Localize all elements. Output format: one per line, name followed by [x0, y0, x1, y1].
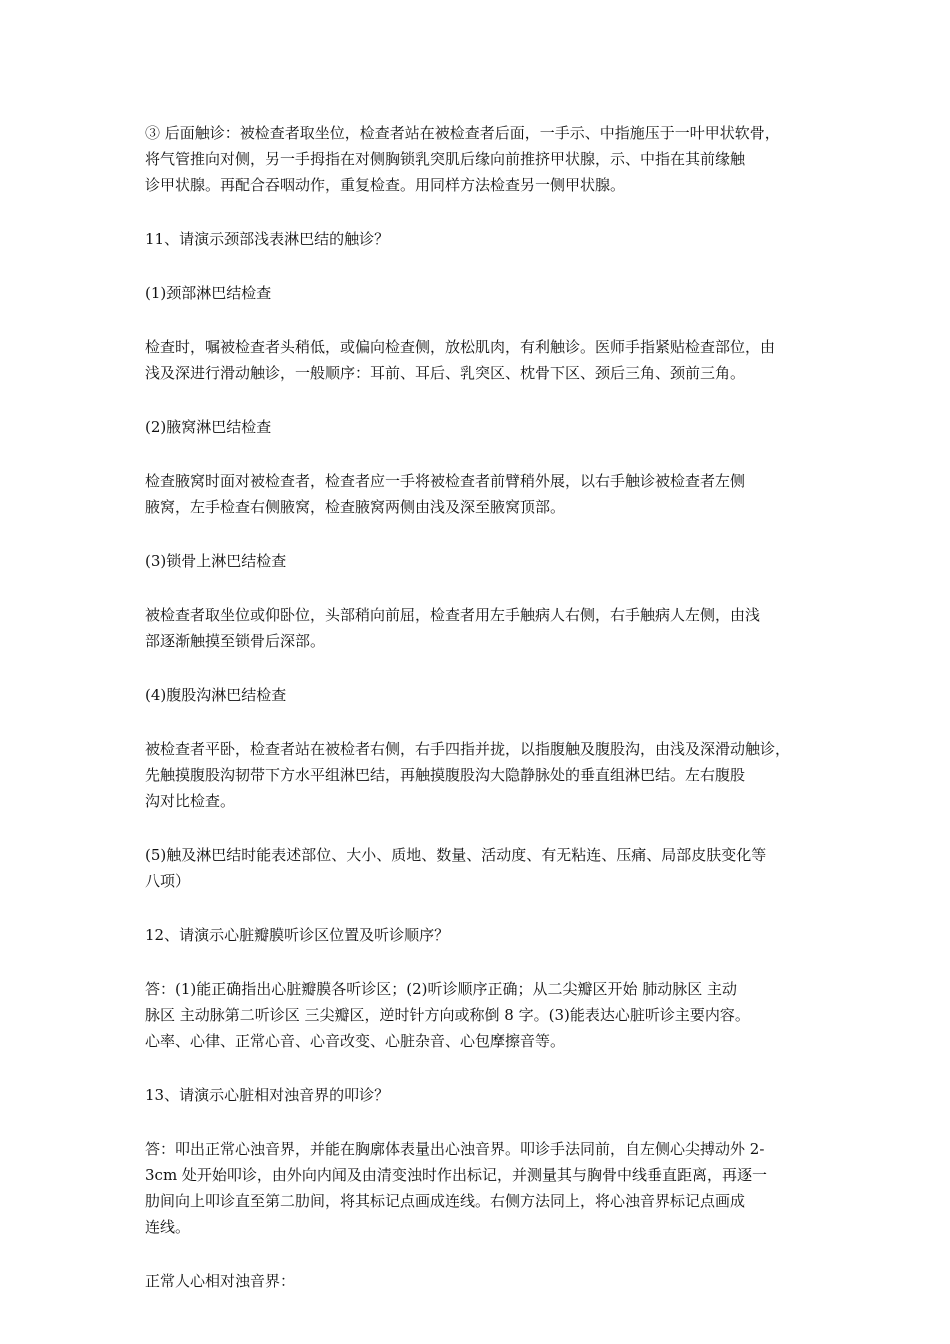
paragraph-cardiac-dullness-percussion: [145, 1136, 815, 1240]
document-page: [145, 120, 815, 1294]
text-line: 12、请演示心脏瓣膜听诊区位置及听诊顺序？: [145, 926, 450, 944]
paragraph-cervical-lymph: [145, 334, 815, 386]
paragraph-lymph-description-items: [145, 842, 815, 894]
text-line: 被检查者取坐位或仰卧位，头部稍向前屈，检查者用左手触病人右侧，右手触病人左侧，由浅: [145, 606, 761, 624]
text-line: 3cm 处开始叩诊，由外向内闻及由清变浊时作出标记，并测量其与胸骨中线垂直距离，再逐一: [145, 1166, 767, 1184]
subheading-supraclavicular-lymph: [145, 548, 815, 574]
text-line: 正常人心相对浊音界：: [145, 1272, 296, 1290]
text-line: (5)触及淋巴结时能表述部位、大小、质地、数量、活动度、有无粘连、压痛、局部皮肤变化等: [145, 846, 767, 864]
text-line: 脉区 主动脉第二听诊区 三尖瓣区，逆时针方向或称倒 8 字。(3)能表达心脏听诊主要内容。: [145, 1006, 750, 1024]
text-line: 检查时，嘱被检查者头稍低，或偏向检查侧，放松肌肉，有利触诊。医师手指紧贴检查部位，由: [145, 338, 776, 356]
text-line: 13、请演示心脏相对浊音界的叩诊？: [145, 1086, 390, 1104]
text-line: (2)腋窝淋巴结检查: [145, 418, 272, 436]
question-11-heading: [145, 226, 815, 252]
paragraph-thyroid-posterior-palpation: [145, 120, 815, 198]
text-line: 答：叩出正常心浊音界，并能在胸廓体表量出心浊音界。叩诊手法同前，自左侧心尖搏动外 2-: [145, 1140, 765, 1158]
text-line: 11、请演示颈部浅表淋巴结的触诊？: [145, 230, 390, 248]
question-12-heading: [145, 922, 815, 948]
text-line: ③ 后面触诊：被检查者取坐位，检查者站在被检查者后面，一手示、中指施压于一叶甲状软骨，: [145, 124, 780, 142]
text-line: 沟对比检查。: [145, 792, 236, 810]
subheading-cervical-lymph: [145, 280, 815, 306]
text-line: 连线。: [145, 1218, 191, 1236]
text-line: 心率、心律、正常心音、心音改变、心脏杂音、心包摩擦音等。: [145, 1032, 566, 1050]
text-line: 先触摸腹股沟韧带下方水平组淋巴结，再触摸腹股沟大隐静脉处的垂直组淋巴结。左右腹股: [145, 766, 746, 784]
text-line: 八项）: [145, 872, 191, 890]
text-line: (1)颈部淋巴结检查: [145, 284, 272, 302]
text-line: 被检查者平卧，检查者站在被检者右侧，右手四指并拢，以指腹触及腹股沟，由浅及深滑动触诊，: [145, 740, 791, 758]
text-line: 腋窝，左手检查右侧腋窝，检查腋窝两侧由浅及深至腋窝顶部。: [145, 498, 566, 516]
text-line: (3)锁骨上淋巴结检查: [145, 552, 287, 570]
subheading-inguinal-lymph: [145, 682, 815, 708]
paragraph-normal-relative-dullness-label: [145, 1268, 815, 1294]
paragraph-axillary-lymph: [145, 468, 815, 520]
subheading-axillary-lymph: [145, 414, 815, 440]
text-line: 肋间向上叩诊直至第二肋间，将其标记点画成连线。右侧方法同上，将心浊音界标记点画成: [145, 1192, 746, 1210]
question-13-heading: [145, 1082, 815, 1108]
text-line: 部逐渐触摸至锁骨后深部。: [145, 632, 326, 650]
paragraph-inguinal-lymph: [145, 736, 815, 814]
paragraph-supraclavicular-lymph: [145, 602, 815, 654]
text-line: 浅及深进行滑动触诊，一般顺序：耳前、耳后、乳突区、枕骨下区、颈后三角、颈前三角。: [145, 364, 746, 382]
text-line: 将气管推向对侧，另一手拇指在对侧胸锁乳突肌后缘向前推挤甲状腺，示、中指在其前缘触: [145, 150, 746, 168]
text-line: (4)腹股沟淋巴结检查: [145, 686, 287, 704]
text-line: 答：(1)能正确指出心脏瓣膜各听诊区；(2)听诊顺序正确；从二尖瓣区开始 肺动脉区 主动: [145, 980, 738, 998]
text-line: 检查腋窝时面对被检查者，检查者应一手将被检查者前臂稍外展，以右手触诊被检查者左侧: [145, 472, 746, 490]
paragraph-heart-valve-auscultation: [145, 976, 815, 1054]
text-line: 诊甲状腺。再配合吞咽动作，重复检查。用同样方法检查另一侧甲状腺。: [145, 176, 626, 194]
